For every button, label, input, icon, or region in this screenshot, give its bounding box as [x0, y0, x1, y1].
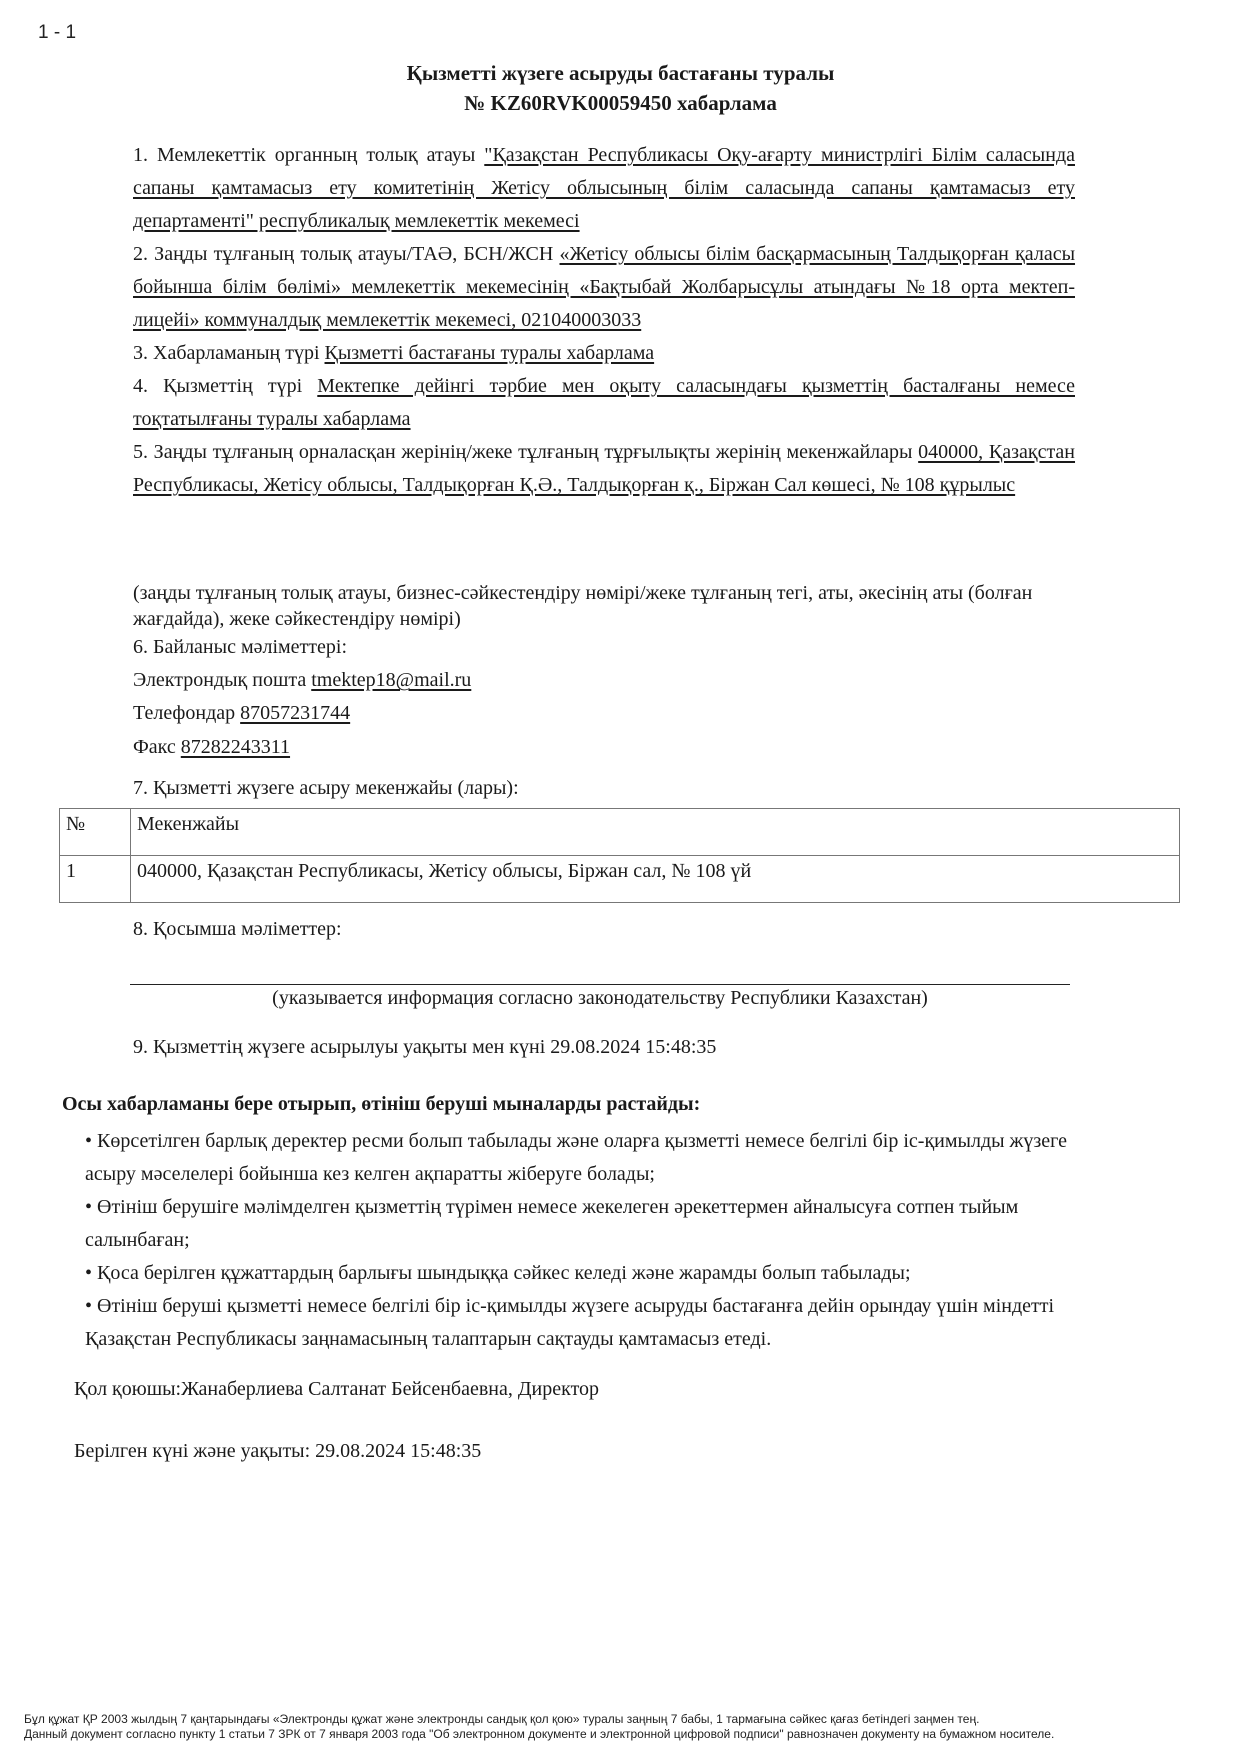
confirm-bullet: • Қоса берілген құжаттардың барлығы шындыққа сәйкес келеді және жарамды болып табылады; [85, 1262, 911, 1284]
footer-kz: Бұл құжат ҚР 2003 жылдың 7 қаңтарындағы «Электронды құжат және электронды сандық қол қою» туралы заңның 7 бабы, 1 тармағына сәйкес қағаз бетіндегі заңмен тең. [24, 1712, 980, 1726]
item-1-label: 1. Мемлекеттік органның толық атауы [133, 144, 476, 166]
item-4 [133, 370, 1075, 436]
confirm-heading: Осы хабарламаны бере отырып, өтініш беруші мыналарды растайды: [62, 1093, 701, 1115]
item-4-value: Мектепке дейінгі тәрбие мен оқыту саласындағы қызметтің басталғаны немесе тоқтатылғаны туралы хабарлама [133, 375, 1075, 430]
item-5-note: (заңды тұлғаның толық атауы, бизнес-сәйкестендіру нөмірі/жеке тұлғаның тегі, аты, әкесінің аты (болған жағдайда), жеке сәйкестендіру нөмірі) [133, 582, 1033, 630]
item-8-label: 8. Қосымша мәліметтер: [133, 918, 342, 940]
table-header-address: Мекенжайы [131, 809, 1180, 856]
item-2-label: 2. Заңды тұлғаның толық атауы/ТАӘ, БСН/ЖСН [133, 243, 554, 265]
item-2-value: «Жетісу облысы білім басқармасының Талдықорған қаласы бойынша білім бөлімі» мемлекеттік мекемесінің «Бақтыбай Жолбарысұлы атындағы №18 орта мектеп-лицейі» коммуналдық мемлекеттік мекемесі, 021040003033 [133, 243, 1076, 331]
notice-items [133, 139, 1075, 502]
phone-value: 87057231744 [240, 702, 351, 724]
table-row [60, 856, 1180, 903]
item-2 [133, 238, 1075, 337]
item-3 [133, 337, 1075, 370]
table-header-number: № [60, 809, 131, 856]
item-1-value: "Қазақстан Республикасы Оқу-ағарту министрлігі Білім саласында сапаны қамтамасыз ету комитетінің Жетісу облысының білім саласында сапаны қамтамасыз ету департаменті" республикалық мемлекеттік мекемесі [133, 144, 1075, 232]
item-1 [133, 139, 1075, 238]
table-header-row [60, 809, 1180, 856]
footer-note [24, 1712, 1224, 1742]
table-cell-number: 1 [60, 856, 131, 903]
fax-label: Факс [133, 736, 176, 758]
confirm-list [85, 1125, 1110, 1356]
confirm-bullet: • Өтініш беруші қызметті немесе белгілі бір іс-қимылды жүзеге асыруды бастағанға дейін орындау үшін міндетті Қазақстан Республикасы заңнамасының талаптарын сақтауды қамтамасыз етеді. [85, 1295, 1055, 1350]
signer: Қол қоюшы:Жанаберлиева Салтанат Бейсенбаевна, Директор [74, 1378, 600, 1400]
item-7-label: 7. Қызметті жүзеге асыру мекенжайы (лары): [133, 777, 519, 799]
document-title [0, 58, 1241, 118]
title-line-2: № KZ60RVK00059450 хабарлама [464, 91, 777, 115]
item-3-label: 3. Хабарламаның түрі [133, 342, 320, 364]
issued-date: Берілген күні және уақыты: 29.08.2024 15:48:35 [74, 1440, 482, 1462]
item-3-value: Қызметті бастағаны туралы хабарлама [324, 342, 655, 364]
footer-ru: Данный документ согласно пункту 1 статьи 7 ЗРК от 7 января 2003 года "Об электронном документе и электронной цифровой подписи" равнозначен документу на бумажном носителе. [24, 1727, 1055, 1741]
item-8-note: (указывается информация согласно законодательству Республики Казахстан) [272, 987, 928, 1009]
email-row [133, 669, 471, 692]
phone-row [133, 702, 350, 725]
item-5-label: 5. Заңды тұлғаның орналасқан жерінің/жеке тұлғаның тұрғылықты жерінің мекенжайлары [133, 441, 913, 463]
item-4-label: 4. Қызметтің түрі [133, 375, 303, 397]
table-cell-address: 040000, Қазақстан Республикасы, Жетісу облысы, Біржан сал, № 108 үй [131, 856, 1180, 903]
item-5 [133, 436, 1075, 502]
title-line-1: Қызметті жүзеге асыруды бастағаны туралы [406, 61, 835, 85]
item-5-value: 040000, Қазақстан Республикасы, Жетісу облысы, Талдықорған Қ.Ә., Талдықорған қ., Біржан Сал көшесі, № 108 құрылыс [133, 441, 1076, 496]
fax-row [133, 736, 290, 759]
email-label: Электрондық пошта [133, 669, 307, 691]
page-number: 1 - 1 [38, 22, 77, 43]
confirm-bullet: • Көрсетілген барлық деректер ресми болып табылады және оларға қызметті немесе белгілі бір іс-қимылды жүзеге асыру мәселелері бойынша кез келген ақпаратты жіберуге болады; [85, 1130, 1067, 1185]
address-table [59, 808, 1180, 903]
confirm-bullet: • Өтініш берушіге мәлімделген қызметтің түрімен немесе жекелеген әрекеттермен айналысуға сотпен тыйым салынбаған; [85, 1196, 1019, 1251]
item-8-divider [130, 984, 1070, 985]
phone-label: Телефондар [133, 702, 236, 724]
email-value: tmektep18@mail.ru [311, 669, 472, 691]
fax-value: 87282243311 [180, 736, 291, 758]
item-9: 9. Қызметтің жүзеге асырылуы уақыты мен күні 29.08.2024 15:48:35 [133, 1036, 717, 1058]
item-6-label: 6. Байланыс мәліметтері: [133, 636, 348, 658]
